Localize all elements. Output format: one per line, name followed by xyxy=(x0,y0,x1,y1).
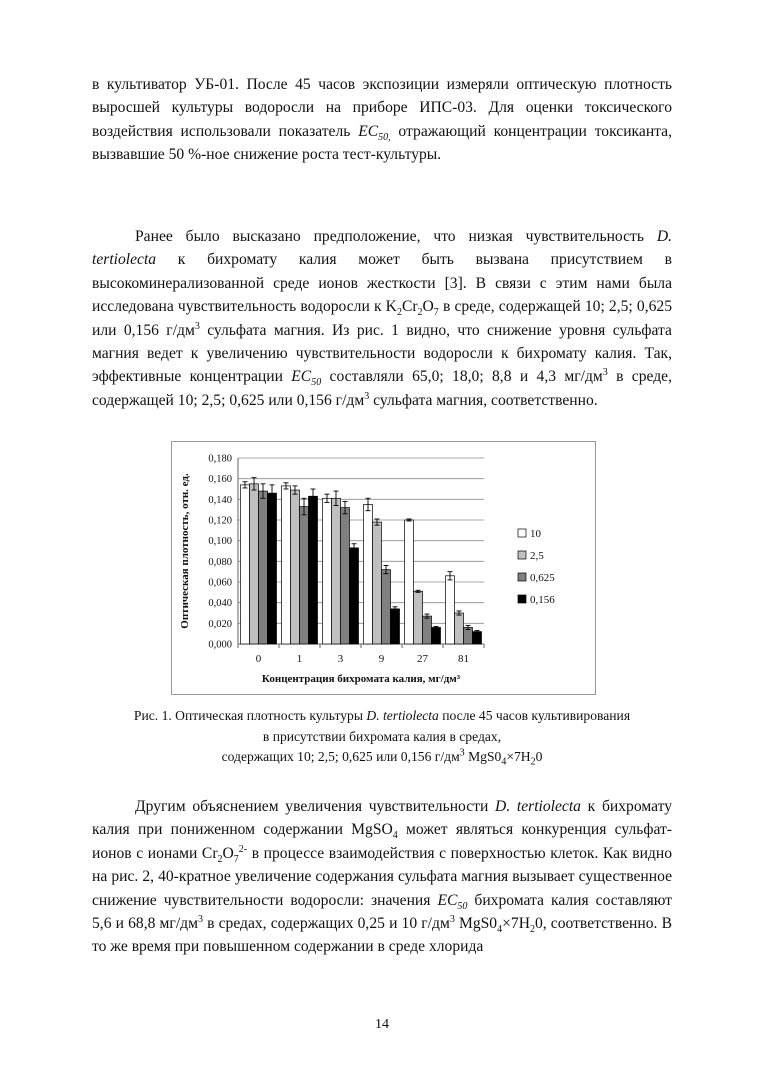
bar xyxy=(291,490,300,644)
p2-text-b: к бихромату калия может быть вызвана присутствием в высокоминерализованной среде ионов жесткости [3]. В связи с этим нами была исследована чувствительность водоросли к K xyxy=(92,251,672,316)
caption-line-1 xyxy=(60,706,704,727)
bar xyxy=(268,493,277,644)
bar xyxy=(391,609,400,644)
x-tick-label: 3 xyxy=(337,653,344,665)
bar xyxy=(259,491,268,644)
caption-3-sup: 3 xyxy=(459,747,465,759)
y-tick-label: 0,160 xyxy=(208,474,232,486)
caption-1b: после 45 часов культивирования xyxy=(438,708,631,723)
p3-ec: EC xyxy=(437,891,458,909)
bar xyxy=(332,498,341,644)
p3-cr-sub: 2 xyxy=(217,853,223,865)
p3-sup1: 3 xyxy=(197,913,203,925)
legend-swatch xyxy=(518,551,526,559)
p3-mg-sub: 4 xyxy=(392,830,398,842)
bar xyxy=(250,484,259,644)
p2-sup2: 3 xyxy=(602,367,608,379)
x-tick-label: 27 xyxy=(417,653,428,665)
caption-species: D. tertiolecta xyxy=(366,708,439,723)
x-tick-label: 81 xyxy=(458,653,469,665)
p3-mg-sub2: 4 xyxy=(497,924,503,936)
p2-text-g: составляли 65,0; 18,0; 8,8 и 4,3 мг/дм xyxy=(321,368,603,386)
p3-o-sup: 2- xyxy=(238,843,248,855)
caption-3a: содержащих 10; 2,5; 0,625 или 0,156 г/дм xyxy=(221,749,460,764)
bar xyxy=(382,570,391,644)
p2-text-c: Cr xyxy=(401,298,418,316)
y-tick-label: 0,040 xyxy=(208,598,232,610)
y-tick-label: 0,140 xyxy=(208,494,232,506)
p3-ec-sub: 50 xyxy=(457,900,468,912)
p3-sup2: 3 xyxy=(449,913,455,925)
x-tick-label: 0 xyxy=(255,653,262,665)
bar xyxy=(405,520,414,644)
legend-label: 0,156 xyxy=(530,594,555,606)
p2-text-e: в среде, содержащей 10; 2,5; 0,625 или 0,156 г/дм xyxy=(92,298,672,339)
page-number: 14 xyxy=(375,1017,389,1032)
p1-text-b: отражающий концентрации токсиканта, вызвавшие 50 %-ное снижение роста тест-культуры. xyxy=(92,122,672,164)
x-axis-label: Концентрация бихромата калия, мг/дм³ xyxy=(261,673,461,685)
bar xyxy=(373,522,382,644)
bar xyxy=(350,548,359,644)
y-tick-label: 0,180 xyxy=(208,453,232,465)
p3-h-sub: 2 xyxy=(529,924,535,936)
bar xyxy=(341,508,350,644)
bar xyxy=(423,616,432,644)
bar xyxy=(414,591,423,644)
bar xyxy=(309,496,318,644)
p3-text-d: O xyxy=(222,844,234,862)
caption-1a: Рис. 1. Оптическая плотность культуры xyxy=(133,708,367,723)
chart-svg xyxy=(172,442,595,694)
caption-3c: ×7H xyxy=(506,749,531,764)
paragraph-1 xyxy=(92,73,672,167)
p3-text-e: в процессе взаимодействия с поверхностью клеток. Как видно на рис. 2, 40-кратное увеличение содержания сульфата магния вызывает существенное снижение чувствительности водоросли: значения xyxy=(92,844,672,909)
p2-species: D. tertiolecta xyxy=(92,228,672,269)
legend-label: 2,5 xyxy=(530,550,544,562)
caption-3-sub: 4 xyxy=(501,756,507,768)
p3-text-g: в средах, содержащих 0,25 и 10 г/дм xyxy=(202,915,450,933)
legend-label: 0,625 xyxy=(530,572,555,584)
y-tick-label: 0,060 xyxy=(208,577,232,589)
caption-3-sub2: 2 xyxy=(530,756,536,768)
y-tick-label: 0,120 xyxy=(208,515,232,527)
legend-label: 10 xyxy=(530,528,541,540)
p3-text-i: ×7H xyxy=(502,915,530,933)
p2-text-d: O xyxy=(422,298,434,316)
y-tick-label: 0,100 xyxy=(208,536,232,548)
bar xyxy=(432,627,441,644)
legend-swatch xyxy=(518,529,526,537)
p2-cr-sub: 2 xyxy=(417,307,423,319)
p2-k-sub: 2 xyxy=(396,307,402,319)
p2-text-a: Ранее было высказано предположение, что низкая чувствительность xyxy=(135,228,657,245)
caption-line-3 xyxy=(60,747,704,768)
legend-swatch xyxy=(518,595,526,603)
p3-text-b: к бихромату калия при пониженном содержании MgSO xyxy=(92,798,672,839)
p2-ec: EC xyxy=(291,368,312,386)
bar xyxy=(364,505,373,645)
paragraph-2 xyxy=(92,225,672,412)
y-tick-label: 0,020 xyxy=(208,618,232,630)
p2-sup3: 3 xyxy=(364,390,370,402)
p2-text-i: сульфата магния, соответственно. xyxy=(369,391,598,409)
p3-text-c: может являться конкуренция сульфат-ионов с ионами Cr xyxy=(92,821,672,862)
p2-text-f: сульфата магния. Из рис. 1 видно, что снижение уровня сульфата магния ведет к увеличению чувствительности водоросли к бихромату калия. Так, эффективные концентрации xyxy=(92,321,672,386)
figure-1-chart-frame xyxy=(171,441,596,695)
bar xyxy=(455,613,464,644)
p3-text-j: 0, соответственно. В то же время при повышенном содержании в среде хлорида xyxy=(92,915,672,956)
p3-text-f: бихромата калия составляют 5,6 и 68,8 мг/дм xyxy=(92,891,673,933)
caption-3d: 0 xyxy=(535,749,543,764)
p2-text-h: в среде, содержащей 10; 2,5; 0,625 или 0,156 г/дм xyxy=(92,368,672,409)
x-tick-label: 9 xyxy=(378,653,385,665)
bar xyxy=(282,486,291,644)
y-tick-label: 0,000 xyxy=(208,639,232,651)
bar xyxy=(473,632,482,644)
figure-caption xyxy=(60,706,704,768)
p2-sup1: 3 xyxy=(194,320,200,332)
p3-text-h: MgS0 xyxy=(454,915,498,933)
caption-line-2: в присутствии бихромата калия в средах, xyxy=(262,728,502,744)
legend-swatch xyxy=(518,573,526,581)
p1-ec: EC xyxy=(358,122,379,140)
p1-ec-sub: 50, xyxy=(378,131,391,143)
p3-species: D. tertiolecta xyxy=(495,798,581,815)
p2-o-sub: 7 xyxy=(433,307,439,319)
p2-ec-sub: 50 xyxy=(311,377,322,389)
p3-o-sub: 7 xyxy=(233,853,239,865)
paragraph-3 xyxy=(92,795,672,959)
bar xyxy=(323,498,332,644)
p1-text-a: в культиватор УБ-01. После 45 часов экспозиции измеряли оптическую плотность выросшей культуры водоросли на приборе ИПС-03. Для оценки токсического воздействия использовали показатель xyxy=(92,76,672,140)
caption-3b: MgS0 xyxy=(464,749,502,764)
bar xyxy=(300,507,309,644)
bar xyxy=(241,485,250,644)
x-tick-label: 1 xyxy=(296,653,303,665)
y-tick-label: 0,080 xyxy=(208,556,232,568)
p3-text-a: Другим объяснением увеличения чувствительности xyxy=(135,798,496,815)
bar xyxy=(446,576,455,644)
y-axis-label: Оптическая плотность, отн. ед. xyxy=(179,473,191,629)
